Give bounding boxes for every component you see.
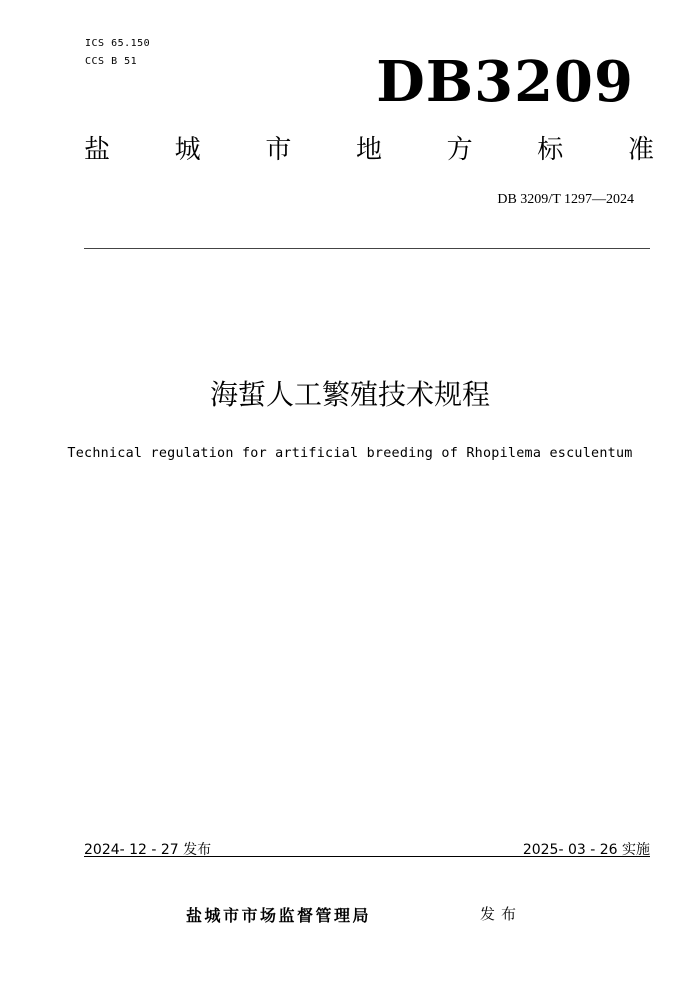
standard-number: DB 3209/T 1297—2024 (497, 192, 634, 207)
standard-type-char: 地 (355, 135, 382, 165)
standard-type-char: 盐 (84, 135, 111, 165)
standard-code-logo: DB3209 (376, 49, 634, 115)
header-divider (84, 248, 650, 249)
standard-type-char: 方 (446, 135, 473, 165)
standard-type-char: 准 (627, 135, 654, 165)
document-title-english: Technical regulation for artificial breeding of Rhopilema esculentum (67, 446, 633, 461)
footer-divider (84, 856, 650, 857)
issue-label: 发布 (480, 905, 523, 923)
implementation-date: 2025- 03 - 26 实施 (522, 842, 650, 858)
standard-type-char: 标 (537, 135, 564, 165)
issue-date: 2024- 12 - 27 发布 (84, 842, 212, 858)
standard-type-char: 城 (174, 135, 201, 165)
ics-code: ICS 65.150 (85, 38, 151, 49)
ccs-code: CCS B 51 (85, 56, 138, 67)
standard-type-char: 市 (265, 135, 292, 165)
standard-type (84, 137, 654, 163)
document-title-chinese: 海蜇人工繁殖技术规程 (209, 378, 490, 411)
issuing-authority: 盐城市市场监督管理局 (186, 906, 372, 925)
